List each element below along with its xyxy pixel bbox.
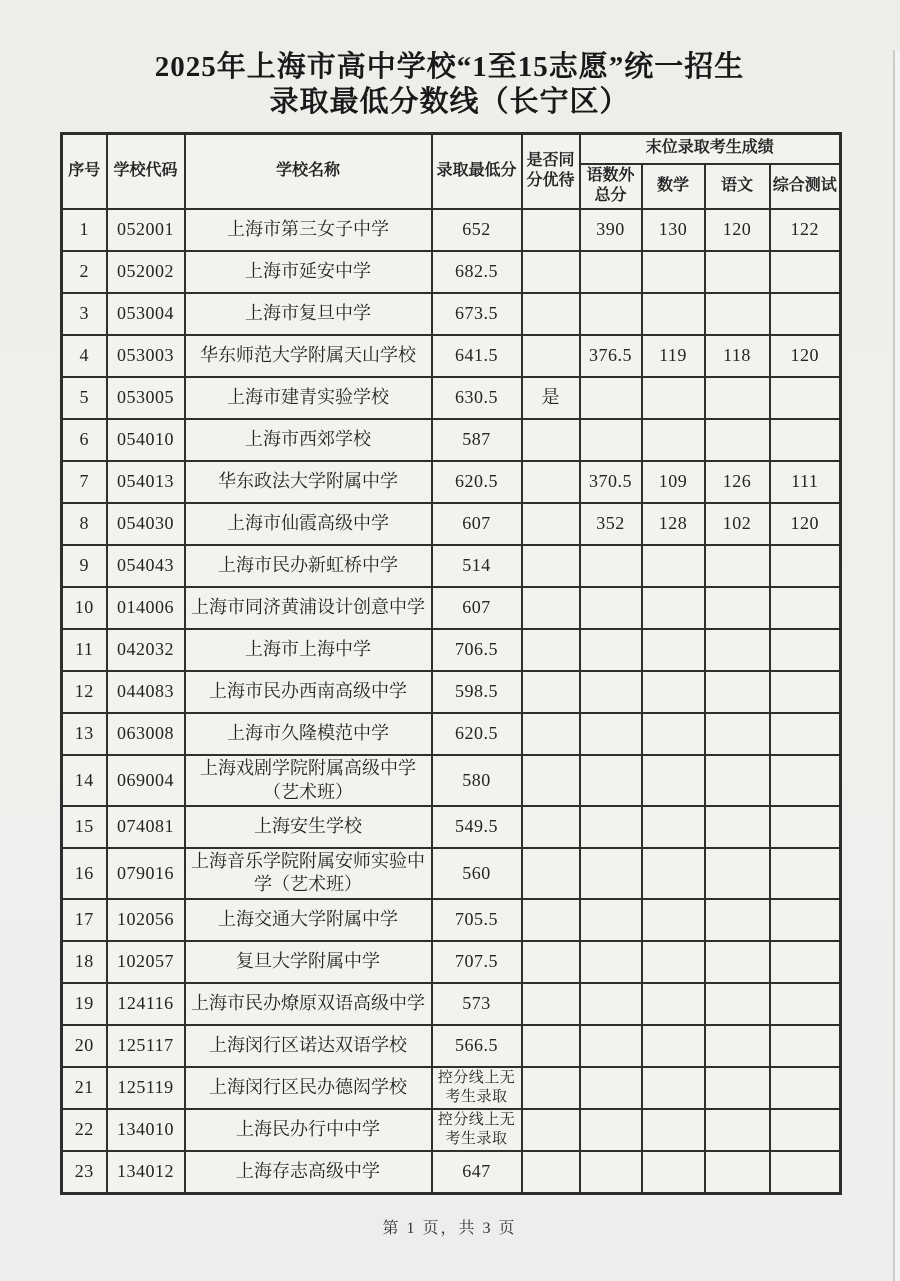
cell-comprehensive-test [770,629,841,671]
cell-comprehensive-test [770,251,841,293]
page-photo-margin [895,50,900,1281]
cell-school-code: 063008 [107,713,185,755]
cell-tie-priority [522,806,580,848]
cell-chinese [705,983,770,1025]
header-chi-math-eng-total: 语数外总分 [580,164,642,210]
cell-school-code: 052001 [107,209,185,251]
header-last-admitted-scores-group: 末位录取考生成绩 [580,133,841,164]
cell-min-score: 682.5 [432,251,522,293]
cell-chi-math-eng-total [580,983,642,1025]
cell-school-code: 054013 [107,461,185,503]
cell-min-score: 566.5 [432,1025,522,1067]
cell-index: 11 [62,629,107,671]
cell-math [642,1109,705,1151]
cell-school-name: 上海市民办新虹桥中学 [185,545,432,587]
cell-min-score: 620.5 [432,713,522,755]
table-row [62,629,841,671]
cell-school-name: 上海存志高级中学 [185,1151,432,1194]
cell-tie-priority [522,209,580,251]
cell-school-name: 上海市民办燎原双语高级中学 [185,983,432,1025]
cell-tie-priority [522,251,580,293]
table-row [62,545,841,587]
cell-index: 21 [62,1067,107,1109]
cell-index: 10 [62,587,107,629]
cell-min-score: 647 [432,1151,522,1194]
cell-chi-math-eng-total [580,806,642,848]
cell-index: 2 [62,251,107,293]
cell-tie-priority [522,671,580,713]
cell-chinese [705,629,770,671]
cell-tie-priority [522,983,580,1025]
cell-math [642,671,705,713]
header-tie-priority: 是否同分优待 [522,133,580,209]
cell-chi-math-eng-total [580,293,642,335]
cell-math: 130 [642,209,705,251]
cell-comprehensive-test [770,1067,841,1109]
cell-comprehensive-test [770,806,841,848]
cell-math [642,1151,705,1194]
cell-comprehensive-test [770,293,841,335]
cell-chi-math-eng-total: 352 [580,503,642,545]
cell-chinese [705,377,770,419]
table-row [62,251,841,293]
cell-school-name: 上海市同济黄浦设计创意中学 [185,587,432,629]
cell-school-code: 054010 [107,419,185,461]
cell-math [642,941,705,983]
cell-school-code: 134010 [107,1109,185,1151]
cell-chinese [705,419,770,461]
cell-chi-math-eng-total [580,1067,642,1109]
cell-chinese [705,899,770,941]
cell-math [642,419,705,461]
cell-chinese [705,941,770,983]
page-title-line2: 录取最低分数线（长宁区） [269,85,630,118]
table-row [62,209,841,251]
cell-index: 17 [62,899,107,941]
cell-comprehensive-test [770,899,841,941]
cell-comprehensive-test [770,1109,841,1151]
cell-math [642,848,705,899]
header-min-score: 录取最低分 [432,133,522,209]
cell-school-name: 上海市西郊学校 [185,419,432,461]
cell-chinese [705,755,770,806]
cell-chi-math-eng-total [580,629,642,671]
cell-comprehensive-test: 122 [770,209,841,251]
cell-min-score: 641.5 [432,335,522,377]
cell-index: 8 [62,503,107,545]
cell-chinese [705,545,770,587]
header-school-code: 学校代码 [107,133,185,209]
cell-school-code: 079016 [107,848,185,899]
page-number-footer: 第 1 页，共 3 页 [382,1219,517,1237]
cell-comprehensive-test [770,848,841,899]
cell-chinese [705,1109,770,1151]
cell-comprehensive-test: 120 [770,503,841,545]
cell-math [642,899,705,941]
cell-math [642,806,705,848]
cell-school-name: 上海市延安中学 [185,251,432,293]
cell-school-code: 125119 [107,1067,185,1109]
table-header-row-group [62,133,841,164]
table-row [62,899,841,941]
cell-math [642,629,705,671]
cell-school-code: 102057 [107,941,185,983]
cell-school-code: 124116 [107,983,185,1025]
cell-math: 119 [642,335,705,377]
table-row [62,755,841,806]
cell-chinese: 118 [705,335,770,377]
cell-chi-math-eng-total: 376.5 [580,335,642,377]
cell-tie-priority [522,1151,580,1194]
cell-math [642,1067,705,1109]
cell-comprehensive-test [770,941,841,983]
table-row [62,806,841,848]
cell-tie-priority [522,941,580,983]
cell-chinese [705,587,770,629]
cell-school-code: 014006 [107,587,185,629]
cell-index: 20 [62,1025,107,1067]
cell-index: 12 [62,671,107,713]
cell-school-name: 上海安生学校 [185,806,432,848]
cell-chinese [705,1151,770,1194]
header-comprehensive-test: 综合测试 [770,164,841,210]
cell-math [642,587,705,629]
cell-school-name: 华东师范大学附属天山学校 [185,335,432,377]
cell-math [642,251,705,293]
cell-tie-priority [522,1109,580,1151]
cell-chi-math-eng-total [580,899,642,941]
cell-school-code: 125117 [107,1025,185,1067]
cell-school-code: 134012 [107,1151,185,1194]
cell-chinese [705,293,770,335]
cell-min-score: 707.5 [432,941,522,983]
cell-school-name: 上海市第三女子中学 [185,209,432,251]
cell-school-code: 044083 [107,671,185,713]
cell-tie-priority: 是 [522,377,580,419]
cell-comprehensive-test [770,1151,841,1194]
cell-chinese: 120 [705,209,770,251]
cell-min-score: 控分线上无考生录取 [432,1067,522,1109]
cell-index: 7 [62,461,107,503]
cell-chi-math-eng-total [580,848,642,899]
header-math: 数学 [642,164,705,210]
cell-index: 14 [62,755,107,806]
table-row [62,419,841,461]
cell-chi-math-eng-total [580,251,642,293]
cell-chi-math-eng-total [580,755,642,806]
cell-chi-math-eng-total [580,1025,642,1067]
cell-school-name: 复旦大学附属中学 [185,941,432,983]
cell-chinese [705,1025,770,1067]
cell-chinese [705,1067,770,1109]
cell-school-name: 华东政法大学附属中学 [185,461,432,503]
cell-chi-math-eng-total [580,419,642,461]
cell-math [642,1025,705,1067]
cell-school-name: 上海戏剧学院附属高级中学（艺术班） [185,755,432,806]
cell-index: 4 [62,335,107,377]
cell-comprehensive-test [770,545,841,587]
cell-school-name: 上海市复旦中学 [185,293,432,335]
cell-min-score: 705.5 [432,899,522,941]
cell-comprehensive-test: 111 [770,461,841,503]
cell-min-score: 573 [432,983,522,1025]
table-row [62,1025,841,1067]
cell-school-name: 上海市仙霞高级中学 [185,503,432,545]
cell-index: 16 [62,848,107,899]
cell-chi-math-eng-total: 370.5 [580,461,642,503]
table-row [62,377,841,419]
cell-chinese: 102 [705,503,770,545]
cell-index: 1 [62,209,107,251]
cell-math: 109 [642,461,705,503]
cell-comprehensive-test [770,671,841,713]
cell-tie-priority [522,755,580,806]
cell-school-name: 上海闵行区民办德闳学校 [185,1067,432,1109]
cell-school-code: 053003 [107,335,185,377]
table-row [62,671,841,713]
cell-school-code: 069004 [107,755,185,806]
cell-math [642,545,705,587]
page-title-line1: 2025年上海市高中学校“1至15志愿”统一招生 [154,51,745,83]
table-row [62,713,841,755]
cell-min-score: 652 [432,209,522,251]
cell-tie-priority [522,503,580,545]
table-row [62,293,841,335]
cell-comprehensive-test [770,587,841,629]
cell-chi-math-eng-total [580,1151,642,1194]
cell-comprehensive-test: 120 [770,335,841,377]
cell-math: 128 [642,503,705,545]
cell-math [642,293,705,335]
cell-index: 18 [62,941,107,983]
cell-school-name: 上海交通大学附属中学 [185,899,432,941]
cell-tie-priority [522,419,580,461]
cell-comprehensive-test [770,1025,841,1067]
cell-chinese [705,806,770,848]
cell-school-code: 074081 [107,806,185,848]
cell-index: 9 [62,545,107,587]
cell-chi-math-eng-total [580,713,642,755]
table-row [62,503,841,545]
header-school-name: 学校名称 [185,133,432,209]
cell-index: 3 [62,293,107,335]
cell-chinese [705,713,770,755]
cell-tie-priority [522,587,580,629]
cell-tie-priority [522,629,580,671]
cell-index: 19 [62,983,107,1025]
cell-index: 23 [62,1151,107,1194]
cell-tie-priority [522,1025,580,1067]
cell-school-name: 上海市建青实验学校 [185,377,432,419]
cell-school-name: 上海闵行区诺达双语学校 [185,1025,432,1067]
cell-chi-math-eng-total [580,1109,642,1151]
cell-index: 6 [62,419,107,461]
table-row [62,335,841,377]
cell-school-code: 052002 [107,251,185,293]
cell-school-name: 上海市上海中学 [185,629,432,671]
cell-min-score: 607 [432,587,522,629]
cell-school-code: 053004 [107,293,185,335]
table-row [62,848,841,899]
cell-school-code: 053005 [107,377,185,419]
cell-chinese: 126 [705,461,770,503]
cell-chinese [705,848,770,899]
table-row [62,941,841,983]
score-table-body [62,209,841,1193]
cell-chinese [705,671,770,713]
cell-chi-math-eng-total [580,377,642,419]
cell-chi-math-eng-total [580,587,642,629]
cell-index: 22 [62,1109,107,1151]
cell-math [642,983,705,1025]
cell-min-score: 560 [432,848,522,899]
admission-score-table [60,132,842,1195]
cell-school-name: 上海市久隆模范中学 [185,713,432,755]
table-row [62,1151,841,1194]
cell-math [642,713,705,755]
cell-school-code: 054030 [107,503,185,545]
cell-tie-priority [522,461,580,503]
cell-tie-priority [522,293,580,335]
cell-tie-priority [522,1067,580,1109]
cell-math [642,755,705,806]
cell-school-name: 上海民办行中中学 [185,1109,432,1151]
cell-school-name: 上海音乐学院附属安师实验中学（艺术班） [185,848,432,899]
cell-school-code: 054043 [107,545,185,587]
cell-min-score: 控分线上无考生录取 [432,1109,522,1151]
table-row [62,587,841,629]
cell-index: 13 [62,713,107,755]
cell-min-score: 706.5 [432,629,522,671]
cell-min-score: 514 [432,545,522,587]
table-row [62,461,841,503]
cell-min-score: 673.5 [432,293,522,335]
cell-tie-priority [522,335,580,377]
table-row [62,1109,841,1151]
cell-chi-math-eng-total [580,941,642,983]
table-row [62,983,841,1025]
cell-math [642,377,705,419]
document-title [60,50,839,120]
cell-min-score: 598.5 [432,671,522,713]
cell-index: 5 [62,377,107,419]
cell-school-name: 上海市民办西南高级中学 [185,671,432,713]
cell-tie-priority [522,899,580,941]
header-index: 序号 [62,133,107,209]
cell-index: 15 [62,806,107,848]
cell-min-score: 630.5 [432,377,522,419]
cell-chi-math-eng-total [580,671,642,713]
cell-comprehensive-test [770,755,841,806]
cell-min-score: 549.5 [432,806,522,848]
cell-comprehensive-test [770,713,841,755]
cell-comprehensive-test [770,377,841,419]
cell-chi-math-eng-total [580,545,642,587]
cell-comprehensive-test [770,983,841,1025]
header-chinese: 语文 [705,164,770,210]
cell-min-score: 620.5 [432,461,522,503]
cell-school-code: 102056 [107,899,185,941]
cell-tie-priority [522,713,580,755]
cell-min-score: 580 [432,755,522,806]
cell-chi-math-eng-total: 390 [580,209,642,251]
table-row [62,1067,841,1109]
cell-chinese [705,251,770,293]
cell-tie-priority [522,848,580,899]
cell-school-code: 042032 [107,629,185,671]
cell-comprehensive-test [770,419,841,461]
cell-min-score: 587 [432,419,522,461]
cell-min-score: 607 [432,503,522,545]
cell-tie-priority [522,545,580,587]
